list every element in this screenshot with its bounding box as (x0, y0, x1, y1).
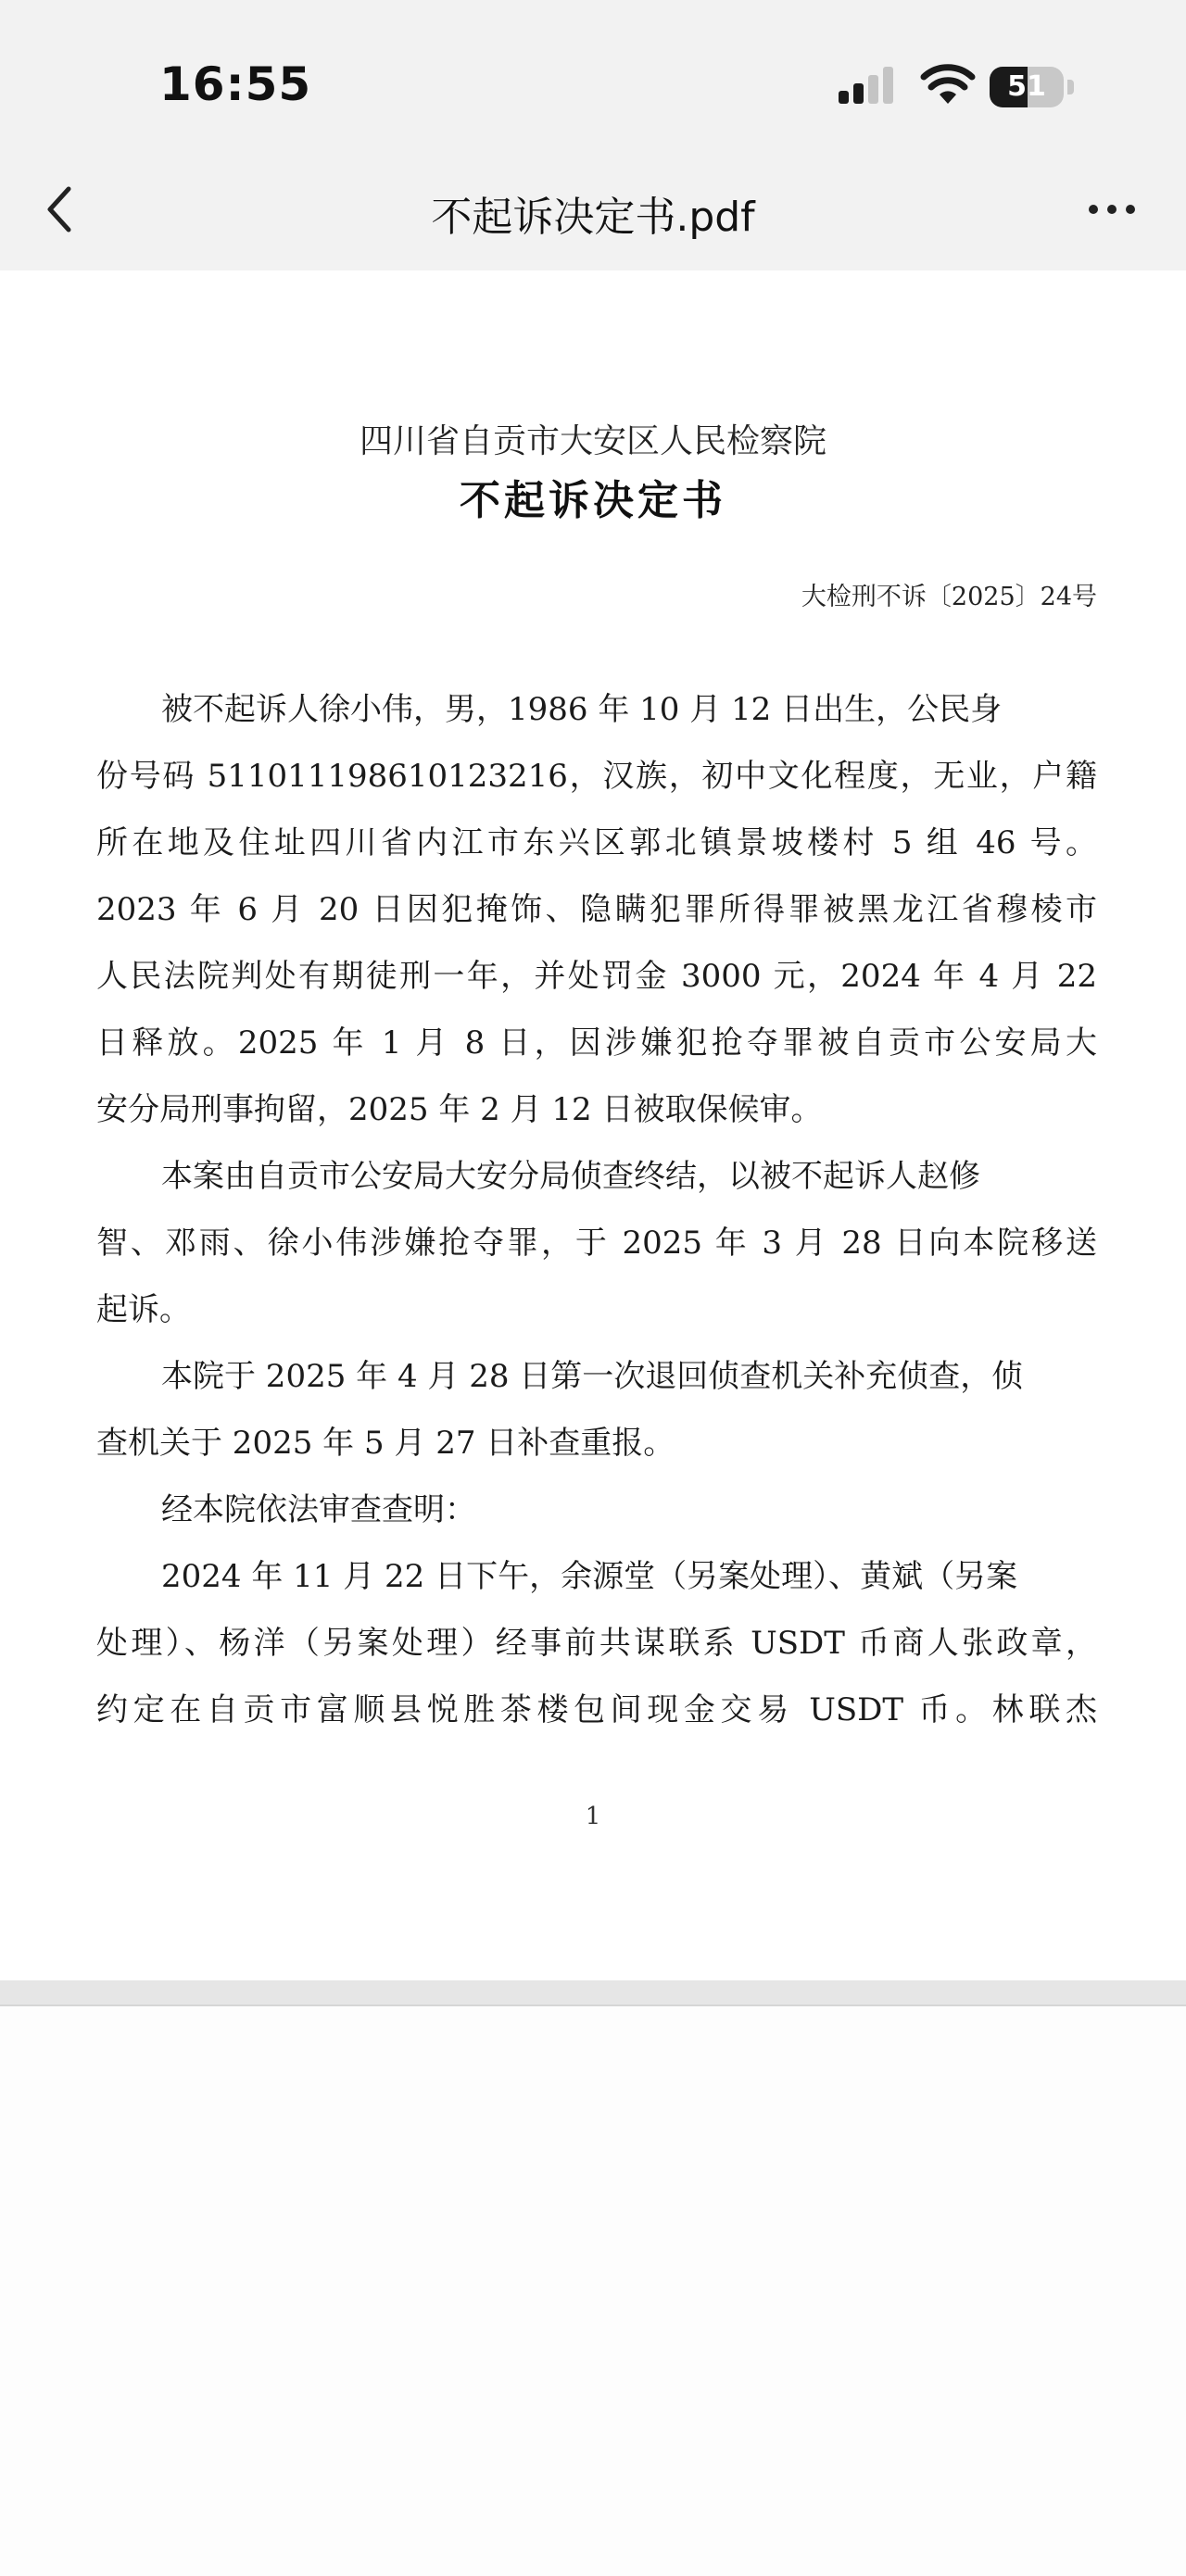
document-number: 大检刑不诉〔2025〕24号 (801, 583, 1097, 611)
battery-indicator (990, 67, 1075, 107)
document-body (96, 676, 1097, 1743)
decision-title: 不起诉决定书 (460, 477, 726, 524)
text-line: 所在地及住址四川省内江市东兴区郭北镇景坡楼村 5 组 46 号。 (96, 824, 1097, 861)
text-line: 2023 年 6 月 20 日因犯掩饰、隐瞒犯罪所得罪被黑龙江省穆棱市 (96, 891, 1097, 928)
pdf-page[interactable] (0, 270, 1186, 1980)
text-line: 起诉。 (96, 1291, 191, 1328)
page-separator (0, 1980, 1186, 2006)
text-line: 被不起诉人徐小伟，男，1986 年 10 月 12 日出生，公民身 (161, 691, 1003, 728)
document-title: 不起诉决定书.pdf (431, 194, 755, 241)
text-line: 本院于 2025 年 4 月 28 日第一次退回侦查机关补充侦查，侦 (161, 1358, 1024, 1395)
text-line: 经本院依法审查查明： (161, 1491, 476, 1528)
status-bar (0, 0, 1186, 148)
battery-percent: 51 (1007, 70, 1046, 103)
more-options-icon[interactable] (1082, 185, 1142, 233)
text-line: 约定在自贡市富顺县悦胜茶楼包间现金交易 USDT 币。林联杰 (96, 1691, 1097, 1728)
text-line: 处理）、杨洋（另案处理）经事前共谋联系 USDT 币商人张政章， (96, 1625, 1097, 1662)
issuing-organization: 四川省自贡市大安区人民检察院 (359, 422, 826, 460)
text-line: 2024 年 11 月 22 日下午，余源堂（另案处理）、黄斌（另案 (161, 1558, 1018, 1595)
navigation-bar (0, 148, 1186, 270)
text-line: 本案由自贡市公安局大安分局侦查终结，以被不起诉人赵修 (161, 1158, 980, 1195)
text-line: 人民法院判处有期徒刑一年，并处罚金 3000 元，2024 年 4 月 22 (96, 958, 1097, 995)
text-line: 智、邓雨、徐小伟涉嫌抢夺罪，于 2025 年 3 月 28 日向本院移送 (96, 1225, 1097, 1262)
text-line: 查机关于 2025 年 5 月 27 日补查重报。 (96, 1425, 675, 1462)
wifi-icon (920, 63, 976, 106)
text-line: 日释放。2025 年 1 月 8 日，因涉嫌犯抢夺罪被自贡市公安局大 (96, 1024, 1097, 1062)
text-line: 份号码 511011198610123216，汉族，初中文化程度，无业，户籍 (96, 758, 1097, 795)
next-pdf-page[interactable] (0, 2006, 1186, 2576)
page-number: 1 (585, 1803, 601, 1830)
text-line: 安分局刑事拘留，2025 年 2 月 12 日被取保候审。 (96, 1091, 823, 1128)
back-chevron-icon[interactable] (33, 180, 89, 239)
cellular-signal-icon (839, 67, 896, 107)
status-time: 16:55 (159, 57, 312, 111)
